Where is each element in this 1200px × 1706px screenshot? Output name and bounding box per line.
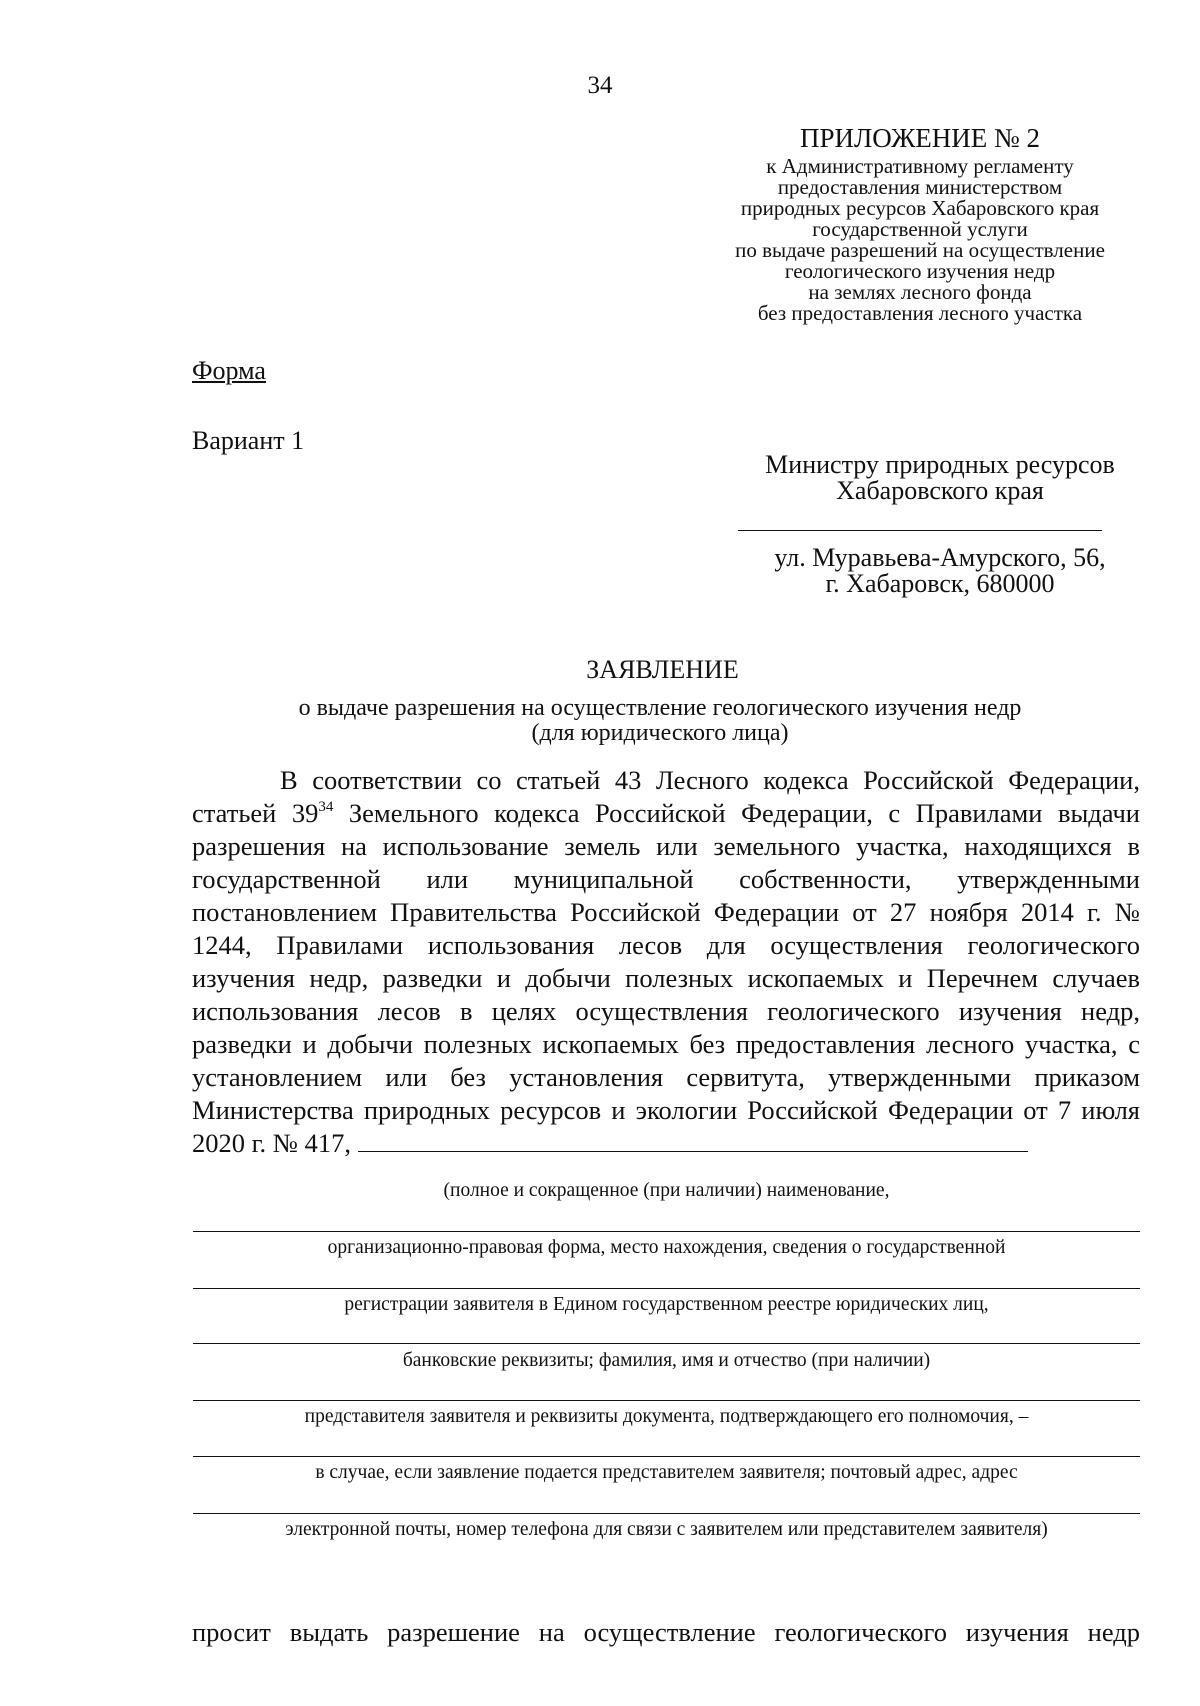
annex-title: ПРИЛОЖЕНИЕ № 2 (799, 123, 1041, 153)
annex-header (700, 122, 1140, 324)
address-line: г. Хабаровск, 680000 (825, 569, 1055, 598)
fill-line[interactable] (193, 1288, 1140, 1289)
addressee (730, 452, 1150, 504)
document-subtitle (200, 696, 1120, 746)
addressee-line: Хабаровского края (836, 476, 1044, 505)
addressee-line: Министру природных ресурсов (765, 450, 1115, 479)
field-caption: банковские реквизиты; фамилия, имя и отчество (при наличии) (402, 1350, 931, 1371)
closing-line: просит выдать разрешение на осуществление геологического изучения недр (192, 1617, 1140, 1647)
subtitle-line: о выдаче разрешения на осуществление геологического изучения недр (298, 695, 1022, 721)
fill-line[interactable] (193, 1456, 1140, 1457)
body-text-part: В соответствии со статьей 43 Лесного кодекса Российской Федерации, статьей 39 (192, 765, 1140, 828)
annex-line: предоставления министерством (777, 175, 1063, 199)
field-caption: организационно-правовая форма, место нахождения, сведения о государственной (327, 1237, 1006, 1258)
annex-line: без предоставления лесного участка (757, 301, 1083, 325)
annex-line: к Административному регламенту (766, 154, 1074, 178)
addressee-rule (738, 530, 1102, 531)
document-title: ЗАЯВЛЕНИЕ (586, 655, 739, 684)
annex-line: на землях лесного фонда (808, 280, 1032, 304)
addressee-address (730, 545, 1150, 597)
body-paragraph (192, 764, 1140, 1160)
body-text-part: Земельного кодекса Российской Федерации, с Правилами выдачи разрешения на использование земель или земельного участка, находящихся в государственной или муниципальной собственности, утвержденными постановлением Правительства Российской Федерации от 27 ноября 2014 г. № 1244, Правилами использования лесов для осуществления геологического изучения недр, разведки и добычи полезных ископаемых и Перечнем случаев использования лесов в целях осуществления геологического изучения недр, разведки и добычи полезных ископаемых без предоставления лесного участка, с установлением или без установления сервитута, утвержденными приказом Министерства природных ресурсов и экологии Российской Федерации от 7 июля 2020 г. № 417, (192, 798, 1140, 1158)
page-number: 34 (587, 72, 613, 99)
fill-line[interactable] (193, 1400, 1140, 1401)
annex-line: геологического изучения недр (784, 259, 1056, 283)
annex-line: по выдаче разрешений на осуществление (735, 238, 1105, 262)
applicant-name-fill-line[interactable] (358, 1129, 1028, 1152)
field-caption: электронной почты, номер телефона для связи с заявителем или представителем заявителя) (285, 1519, 1048, 1540)
fill-line[interactable] (193, 1343, 1140, 1344)
annex-line: государственной услуги (812, 217, 1028, 241)
field-caption: (полное и сокращенное (при наличии) наименование, (443, 1180, 890, 1201)
variant-label: Вариант 1 (192, 426, 305, 455)
fill-line[interactable] (193, 1231, 1140, 1232)
fill-line[interactable] (193, 1513, 1140, 1514)
subtitle-line: (для юридического лица) (531, 720, 789, 746)
address-line: ул. Муравьева-Амурского, 56, (774, 543, 1106, 572)
field-caption: представителя заявителя и реквизиты документа, подтверждающего его полномочия, – (304, 1406, 1029, 1427)
field-caption: в случае, если заявление подается представителем заявителя; почтовый адрес, адрес (315, 1462, 1018, 1483)
form-label: Форма (192, 356, 266, 385)
annex-line: природных ресурсов Хабаровского края (740, 196, 1100, 220)
article-superscript: 34 (318, 799, 334, 815)
field-caption: регистрации заявителя в Едином государственном реестре юридических лиц, (344, 1294, 989, 1315)
